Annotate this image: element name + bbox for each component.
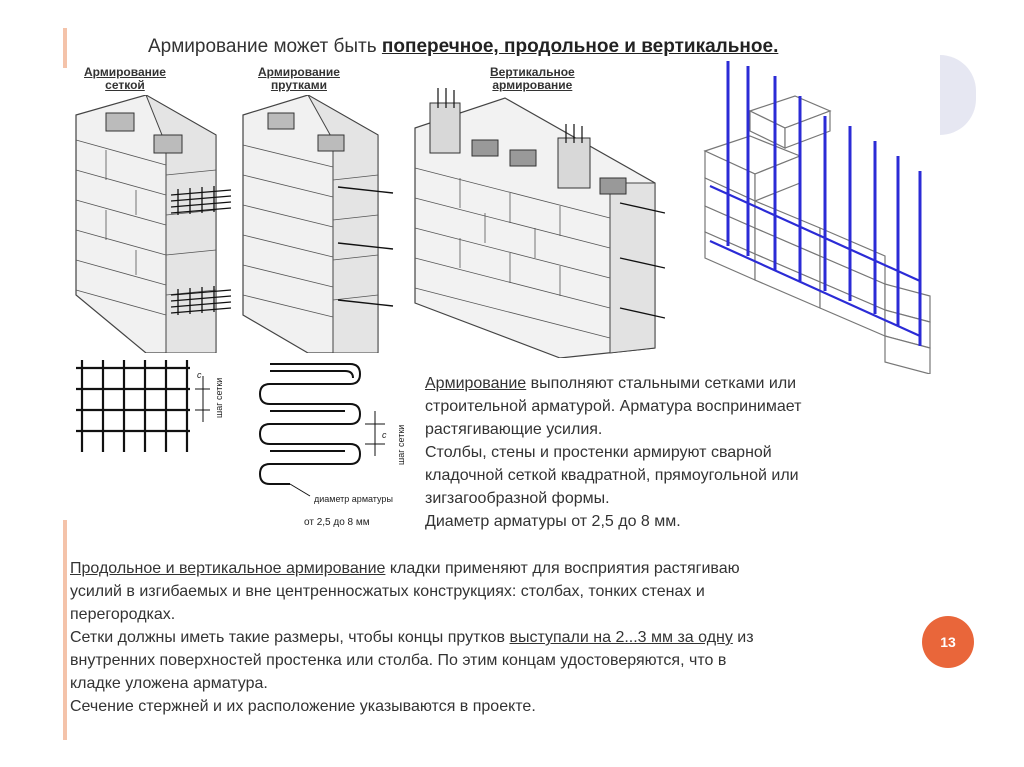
paragraph1-line1-rest: выполняют стальными сетками или: [526, 375, 797, 392]
c-marker-left: c: [197, 370, 202, 380]
wall-vertical-illustration: [410, 88, 665, 358]
paragraph2-line4-pre: Сетки должны иметь такие размеры, чтобы концы прутков: [70, 629, 510, 646]
figure-label-mesh-line2: сеткой: [105, 78, 145, 92]
paragraph1-lead: Армирование: [425, 375, 527, 392]
figure-label-mesh-line1: Армирование: [84, 65, 166, 79]
paragraph1-line5: кладочной сеткой квадратной, прямоугольной или: [425, 467, 799, 484]
paragraph1-line4: Столбы, стены и простенки армируют сварной: [425, 444, 772, 461]
title-emphasis: поперечное, продольное и вертикальное.: [381, 36, 779, 57]
paragraph2-line5: внутренних поверхностей простенка или столба. По этим концам удостоверяются, что в: [70, 652, 727, 669]
diameter-range: от 2,5 до 8 мм: [304, 517, 370, 528]
accent-bar-bottom: [63, 520, 67, 740]
figure-label-rods: [258, 66, 340, 92]
mesh-grid-diagram: [70, 356, 215, 456]
step-label-right: шаг сетки: [396, 424, 406, 465]
accent-bar-top: [63, 28, 67, 68]
paragraph1-line6: зигзагообразной формы.: [425, 490, 610, 507]
paragraph2-line6: кладке уложена арматура.: [70, 675, 268, 692]
paragraph1-line2: строительной арматурой. Арматура воспринимает: [425, 398, 802, 415]
paragraph2-line3: перегородках.: [70, 606, 176, 623]
paragraph-reinforcement: [425, 372, 801, 533]
paragraph1-line7: Диаметр арматуры от 2,5 до 8 мм.: [425, 513, 681, 530]
paragraph2-line7: Сечение стержней и их расположение указываются в проекте.: [70, 698, 536, 715]
paragraph1-line1: [425, 372, 801, 395]
figure-label-rods-line2: прутками: [270, 78, 327, 92]
diameter-label: диаметр арматуры: [314, 494, 393, 504]
figure-label-rods-line1: Армирование: [258, 65, 340, 79]
paragraph1-line3: растягивающие усилия.: [425, 421, 603, 438]
paragraph2-line1-rest: кладки применяют для восприятия растягиваю: [385, 560, 740, 577]
paragraph2-line1: [70, 557, 965, 580]
paragraph2-line4-post: из: [732, 629, 754, 646]
figure-label-vertical-line1: Вертикальное: [490, 65, 575, 79]
c-marker-right: c: [382, 430, 387, 440]
wall-rods-illustration: [238, 95, 398, 353]
paragraph2-line2: усилий в изгибаемых и вне центренносжатых конструкциях: столбах, тонких стенах и: [70, 583, 705, 600]
wall-mesh-illustration: [66, 95, 236, 353]
figure-label-vertical-line2: армирование: [492, 78, 573, 92]
blue-rebar-wall-illustration: [680, 56, 942, 374]
paragraph2-line4-underlined: выступали на 2...3 мм за одну: [509, 629, 733, 646]
paragraph2-lead: Продольное и вертикальное армирование: [70, 560, 386, 577]
paragraph2-line4: [70, 626, 965, 649]
figure-label-mesh: [84, 66, 166, 92]
paragraph-longitudinal: [70, 557, 965, 718]
title-prefix: Армирование может быть: [148, 36, 382, 57]
step-label-left: шаг сетки: [214, 377, 224, 418]
page-number-badge: 13: [922, 616, 974, 668]
slide-title: [148, 36, 778, 58]
